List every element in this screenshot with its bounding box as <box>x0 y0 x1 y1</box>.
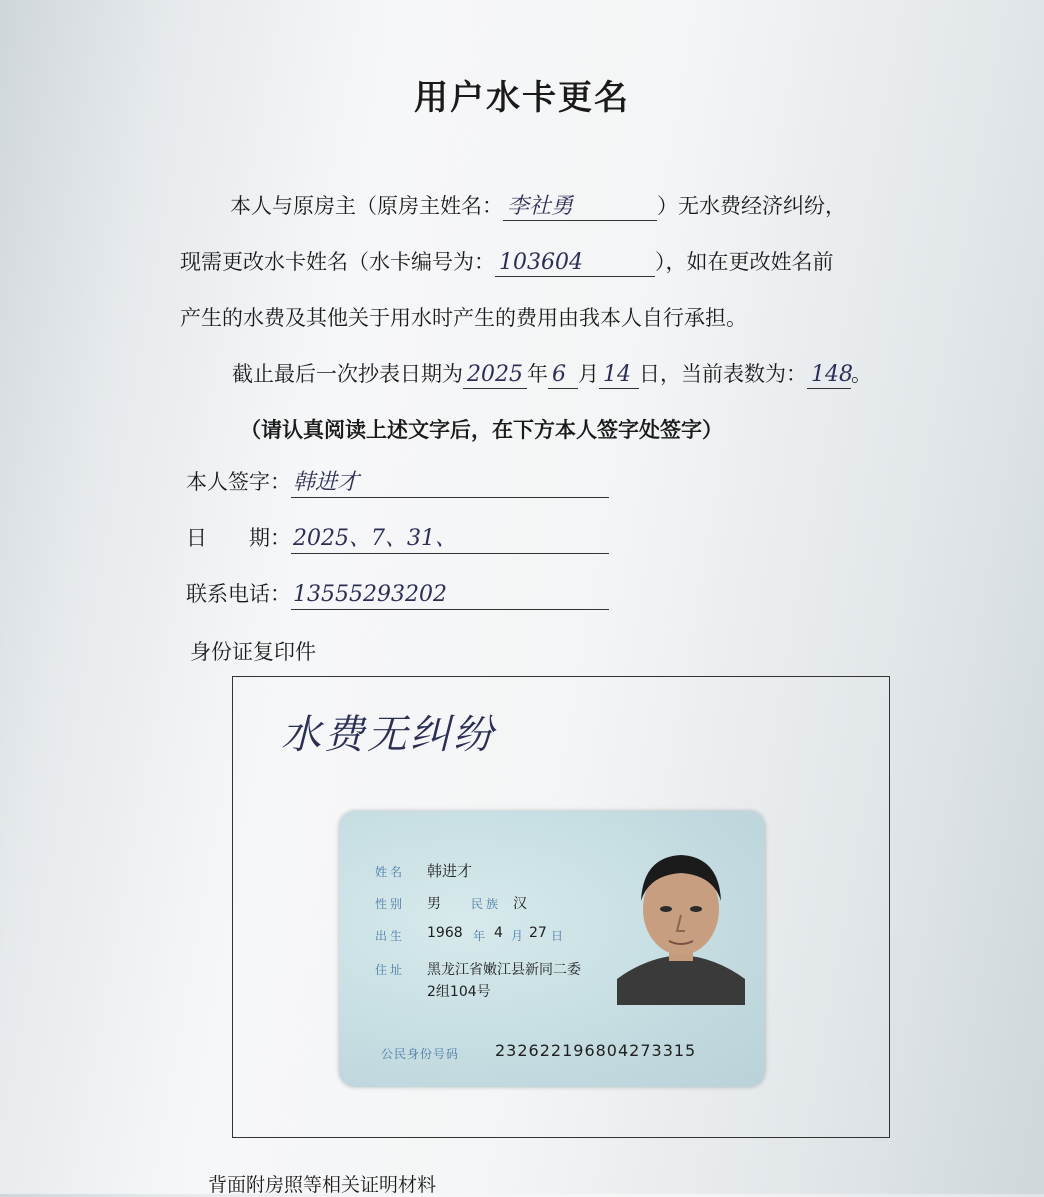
phone-label: 联系电话： <box>186 582 291 606</box>
signature-row <box>186 466 609 498</box>
month-unit: 月 <box>578 362 599 386</box>
paragraph-meter-reading <box>232 358 872 389</box>
card-number-field: 103604 <box>495 250 655 277</box>
id-number-label: 公民身份号码 <box>381 1047 460 1061</box>
id-card-image <box>339 811 765 1087</box>
owner-suffix: ）无水费经济纠纷， <box>657 194 846 218</box>
id-month-label: 月 <box>511 929 527 943</box>
id-name-label: 姓名 <box>375 865 406 879</box>
id-address-label: 住址 <box>375 963 406 977</box>
handwritten-note: 水费无纠纷 <box>281 712 496 758</box>
id-copy-label: 身份证复印件 <box>190 640 316 664</box>
paragraph-owner <box>230 190 846 221</box>
reading-year-field: 2025 <box>463 362 527 389</box>
id-birth-year: 1968 <box>427 925 463 941</box>
meter-reading-field: 148 <box>807 362 851 389</box>
date-label: 日 期： <box>186 526 291 550</box>
id-birth-day: 27 <box>529 925 547 941</box>
id-name-value: 韩进才 <box>427 862 473 880</box>
id-address-line1: 黑龙江省嫩江县新同二委 <box>427 962 581 978</box>
paragraph-card-number <box>180 246 834 277</box>
date-value: 2025、7、31、 <box>291 525 609 554</box>
reading-day-field: 14 <box>599 362 639 389</box>
signature-label: 本人签字： <box>186 470 291 494</box>
reading-prefix: 截止最后一次抄表日期为 <box>232 362 463 386</box>
id-copy-box <box>232 676 890 1138</box>
date-row <box>186 522 609 554</box>
reading-end: 。 <box>851 362 872 386</box>
id-birth-label: 出生 <box>375 929 406 943</box>
id-ethnicity-label: 民族 <box>471 897 502 911</box>
year-unit: 年 <box>527 362 548 386</box>
card-suffix: ），如在更改姓名前 <box>655 250 834 274</box>
paragraph-responsibility: 产生的水费及其他关于用水时产生的费用由我本人自行承担。 <box>180 306 747 330</box>
id-sex-label: 性别 <box>375 897 406 911</box>
owner-name-field: 李社勇 <box>503 194 657 221</box>
id-birth-month: 4 <box>494 925 503 941</box>
id-number-value: 232622196804273315 <box>495 1041 697 1060</box>
id-portrait-photo <box>617 839 745 1005</box>
phone-value: 13555293202 <box>291 581 609 610</box>
reading-month-field: 6 <box>548 362 578 389</box>
id-sex-value: 男 <box>427 896 441 912</box>
owner-prefix: 本人与原房主（原房主姓名： <box>230 194 503 218</box>
id-ethnicity-value: 汉 <box>513 896 527 912</box>
id-year-label: 年 <box>473 929 489 943</box>
instruction-text: （请认真阅读上述文字后，在下方本人签字处签字） <box>240 418 723 442</box>
footer-note: 背面附房照等相关证明材料 <box>208 1174 437 1196</box>
id-day-label: 日 <box>551 929 567 943</box>
signature-value: 韩进才 <box>291 469 609 498</box>
id-address-line2: 2组104号 <box>427 984 491 1000</box>
document-title: 用户水卡更名 <box>414 78 630 118</box>
card-prefix: 现需更改水卡姓名（水卡编号为： <box>180 250 495 274</box>
phone-row <box>186 578 609 610</box>
day-unit: 日，当前表数为： <box>639 362 807 386</box>
